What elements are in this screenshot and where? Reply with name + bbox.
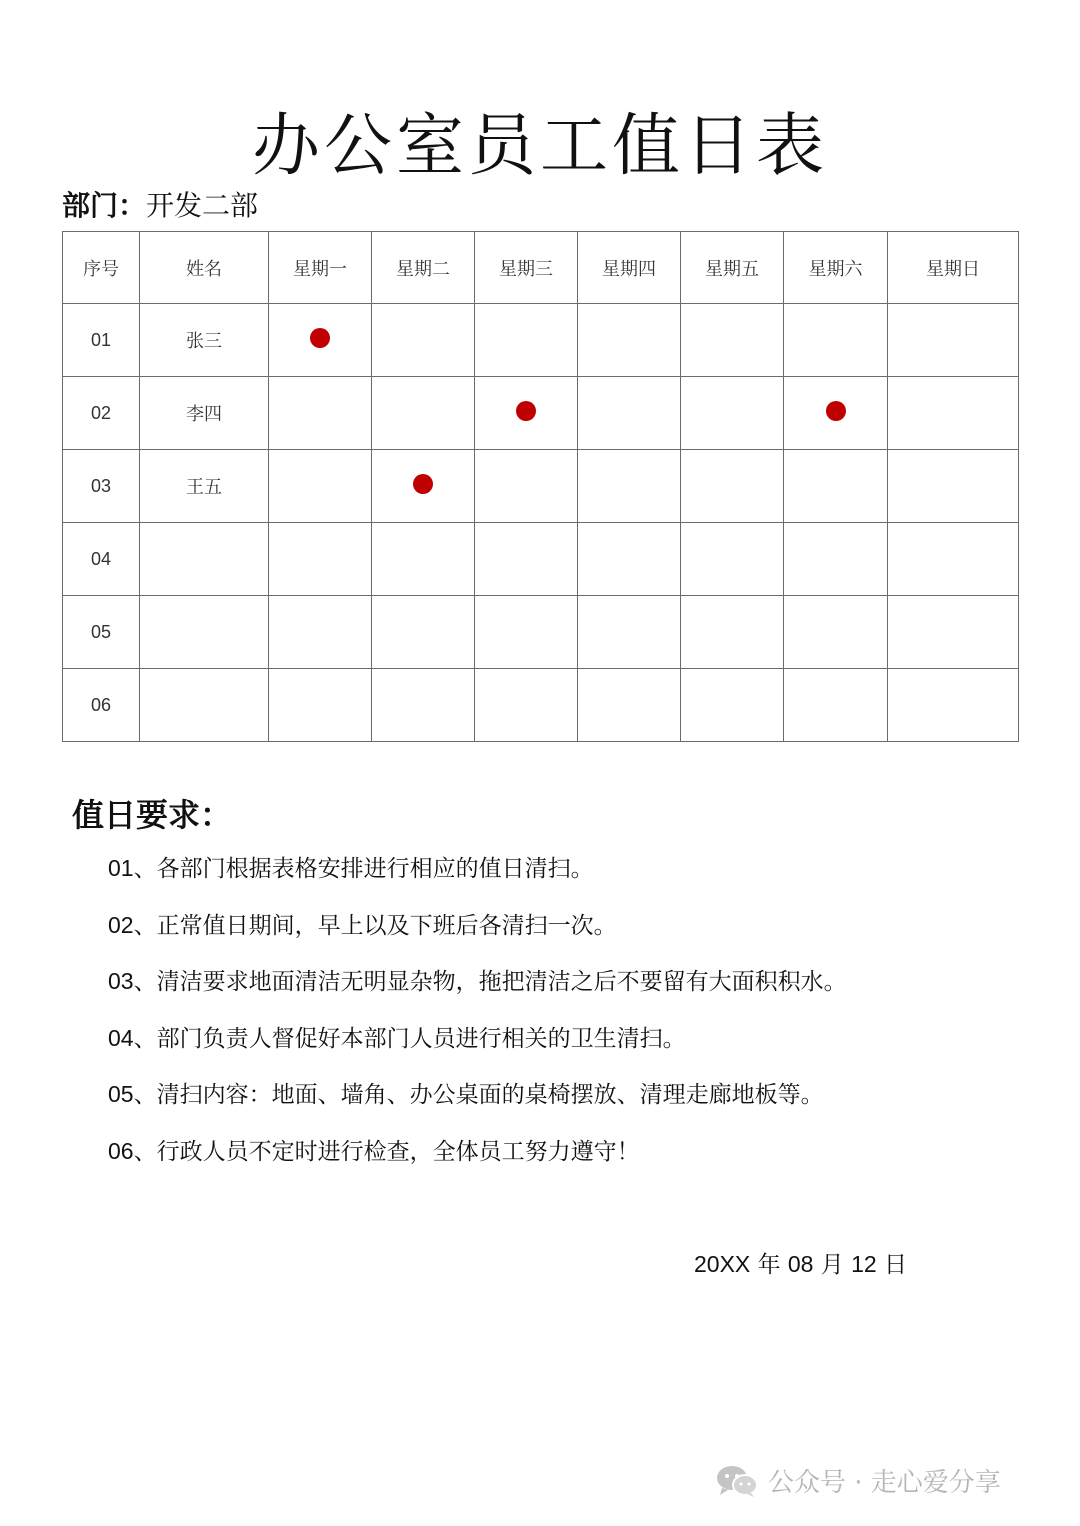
requirement-number: 02 (108, 911, 134, 938)
requirement-text: 、清扫内容：地面、墙角、办公桌面的桌椅摆放、清理走廊地板等。 (133, 1082, 824, 1109)
table-header-row (63, 232, 1019, 304)
department-label: 部门： (62, 189, 147, 222)
duty-cell (269, 377, 372, 450)
requirement-item (108, 905, 1008, 962)
duty-cell (784, 450, 888, 523)
duty-cell (681, 304, 784, 377)
duty-cell (681, 596, 784, 669)
header-cell: 星期一 (269, 232, 372, 304)
header-cell: 星期六 (784, 232, 888, 304)
requirement-item (108, 1074, 1008, 1131)
employee-name: 张三 (140, 304, 269, 377)
employee-name (140, 596, 269, 669)
duty-cell (784, 304, 888, 377)
requirements-list (108, 848, 1008, 1188)
duty-cell (475, 523, 578, 596)
table-row (63, 669, 1019, 742)
requirement-item (108, 961, 1008, 1018)
duty-cell (578, 377, 681, 450)
row-number: 01 (63, 304, 140, 377)
row-number: 05 (63, 596, 140, 669)
duty-cell (578, 596, 681, 669)
department-line (62, 184, 258, 224)
duty-cell (888, 596, 1019, 669)
duty-cell (372, 450, 475, 523)
duty-cell (475, 669, 578, 742)
duty-cell (681, 669, 784, 742)
duty-cell (475, 377, 578, 450)
date-day: 12 (851, 1251, 877, 1277)
duty-cell (784, 669, 888, 742)
duty-cell (372, 669, 475, 742)
header-cell: 星期日 (888, 232, 1019, 304)
row-number: 02 (63, 377, 140, 450)
duty-cell (784, 377, 888, 450)
duty-cell (784, 596, 888, 669)
duty-cell (888, 304, 1019, 377)
duty-cell (372, 596, 475, 669)
duty-cell (372, 304, 475, 377)
duty-cell (681, 523, 784, 596)
duty-cell (269, 304, 372, 377)
employee-name: 王五 (140, 450, 269, 523)
row-number: 06 (63, 669, 140, 742)
requirement-number: 05 (108, 1081, 134, 1108)
watermark-text: 公众号 · 走心爱分享 (768, 1468, 1001, 1498)
requirements-title: 值日要求： (72, 796, 233, 834)
header-cell: 星期四 (578, 232, 681, 304)
duty-dot-icon (516, 401, 536, 421)
table-row (63, 377, 1019, 450)
duty-cell (578, 450, 681, 523)
row-number: 03 (63, 450, 140, 523)
requirement-text: 、正常值日期间，早上以及下班后各清扫一次。 (133, 912, 617, 939)
duty-dot-icon (310, 328, 330, 348)
requirement-number: 04 (108, 1024, 134, 1051)
requirement-item (108, 1131, 1008, 1188)
table-row (63, 596, 1019, 669)
duty-cell (888, 523, 1019, 596)
duty-cell (475, 304, 578, 377)
requirement-number: 01 (108, 855, 134, 881)
requirement-item (108, 848, 1008, 905)
header-cell: 姓名 (140, 232, 269, 304)
duty-cell (269, 669, 372, 742)
requirement-number: 03 (108, 968, 134, 995)
requirement-item (108, 1018, 1008, 1075)
date-year: 20XX (694, 1251, 751, 1277)
duty-cell (681, 377, 784, 450)
requirement-text: 、行政人员不定时进行检查，全体员工努力遵守！ (133, 1138, 640, 1165)
page-title: 办公室员工值日表 (251, 107, 828, 186)
header-cell: 星期五 (681, 232, 784, 304)
date-day-unit: 日 (884, 1252, 908, 1278)
employee-name (140, 523, 269, 596)
duty-cell (681, 450, 784, 523)
duty-cell (578, 304, 681, 377)
department-value: 开发二部 (146, 189, 259, 222)
header-cell: 星期二 (372, 232, 475, 304)
requirement-text: 、部门负责人督促好本部门人员进行相关的卫生清扫。 (133, 1025, 686, 1052)
duty-cell (269, 523, 372, 596)
duty-cell (888, 450, 1019, 523)
duty-cell (269, 596, 372, 669)
duty-cell (578, 669, 681, 742)
date-year-unit: 年 (757, 1252, 781, 1278)
date-month: 08 (787, 1251, 814, 1277)
duty-cell (372, 523, 475, 596)
requirement-text: 、各部门根据表格安排进行相应的值日清扫。 (133, 856, 594, 882)
duty-dot-icon (413, 474, 433, 494)
duty-cell (372, 377, 475, 450)
table-row (63, 304, 1019, 377)
wechat-icon (716, 1464, 758, 1498)
duty-cell (269, 450, 372, 523)
duty-cell (475, 596, 578, 669)
requirement-text: 、清洁要求地面清洁无明显杂物，拖把清洁之后不要留有大面积积水。 (133, 969, 847, 996)
date-month-unit: 月 (820, 1252, 844, 1278)
employee-name (140, 669, 269, 742)
duty-cell (578, 523, 681, 596)
table-row (63, 450, 1019, 523)
duty-cell (475, 450, 578, 523)
row-number: 04 (63, 523, 140, 596)
table-row (63, 523, 1019, 596)
requirement-number: 06 (108, 1137, 134, 1164)
duty-dot-icon (826, 401, 846, 421)
duty-cell (784, 523, 888, 596)
watermark (716, 1462, 1001, 1499)
employee-name: 李四 (140, 377, 269, 450)
duty-cell (888, 377, 1019, 450)
header-cell: 序号 (63, 232, 140, 304)
duty-cell (888, 669, 1019, 742)
header-cell: 星期三 (475, 232, 578, 304)
duty-table (62, 231, 1019, 742)
document-date (694, 1246, 907, 1279)
